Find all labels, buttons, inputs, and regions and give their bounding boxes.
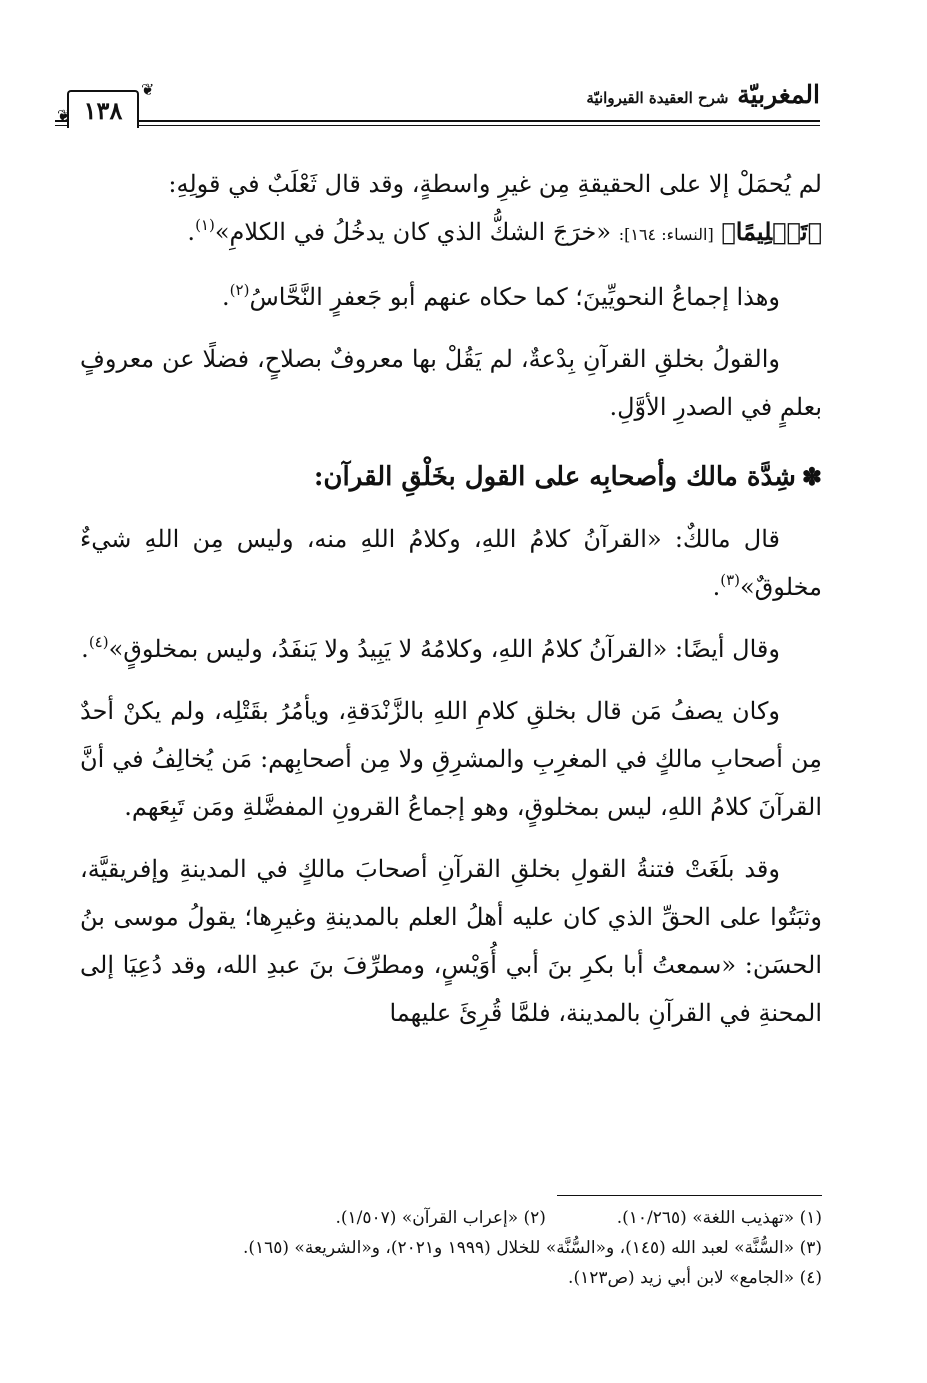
heading-ornament-icon: ✽ xyxy=(801,462,822,491)
verse-reference: [النساء: ١٦٤]: xyxy=(618,225,714,244)
paragraph-text: والقولُ بخلقِ القرآنِ بِدْعةٌ، لم يَقُلْ بها معروفٌ بصلاحٍ، فضلًا عن معروفٍ بعلمٍ في الصدرِ الأوَّلِ. xyxy=(80,345,822,421)
footnote-separator xyxy=(557,1195,822,1196)
paragraph: وقال أيضًا: «القرآنُ كلامُ اللهِ، وكلامُهُ لا يَبِيدُ ولا يَنفَدُ، وليس بمخلوقٍ»$^{(٤)}$. xyxy=(81,633,780,663)
section-heading xyxy=(80,453,822,501)
paragraph: قال مالكٌ: «القرآنُ كلامُ اللهِ، وكلامُ اللهِ منه، وليس مِن اللهِ شيءٌ مخلوقٌ»$^{(٣)}$. xyxy=(80,525,822,601)
footnote-4: (٤) «الجامع» لابن أبي زيد (ص١٢٣). xyxy=(568,1268,822,1288)
header-rule xyxy=(55,120,820,122)
paragraph-text: وقد بلَغَتْ فتنةُ القولِ بخلقِ القرآنِ أصحابَ مالكٍ في المدينةِ وإفريقيَّة، وثبَتُوا على الحقِّ الذي كان عليه أهلُ العلم بالمدينةِ وغيرِها؛ يقولُ موسى بنُ الحسَن: «سمعتُ أبا بكرِ بنَ أبي أُوَيْسٍ، ومطرِّفَ بنَ عبدِ الله، وقد دُعِيَا إلى المحنةِ في القرآنِ بالمدينة، فلمَّا قُرِئَ عليهما xyxy=(80,855,822,1027)
ornament-icon: ❦ xyxy=(141,80,155,99)
footnote-marker[interactable]: (٣) xyxy=(720,571,740,589)
ornament-icon: ❦ xyxy=(57,106,71,125)
book-title: المغربيّة xyxy=(737,80,820,109)
book-subtitle: شرح العقيدة القيروانيّة xyxy=(586,89,729,107)
paragraph: وهذا إجماعُ النحويِّينَ؛ كما حكاه عنهم أبو جَعفرٍ النَّحَّاسُ$^{(٢)}$. xyxy=(222,281,780,311)
paragraph-text: وهذا إجماعُ النحويِّينَ؛ كما حكاه عنهم أبو جَعفرٍ النَّحَّاسُ xyxy=(249,283,780,311)
paragraph-text: قال مالكٌ: «القرآنُ كلامُ اللهِ، وكلامُ اللهِ منه، وليس مِن اللهِ شيءٌ مخلوقٌ» xyxy=(80,525,822,601)
paragraph-text: «خرَجَ الشكُّ الذي كان يدخُلُ في الكلامِ» xyxy=(214,218,612,246)
footnotes xyxy=(102,1203,822,1293)
paragraph-text: لم يُحمَلْ إلا على الحقيقةِ مِن غيرِ واسطةٍ، وقد قال ثَعْلَبٌ في قولِهِ: xyxy=(168,170,822,198)
body-text xyxy=(80,160,822,1037)
footnote-marker[interactable]: (٤) xyxy=(88,633,109,651)
quran-verse: ﴿تَكۡلِيمًا﴾ xyxy=(721,217,822,246)
paragraph: لم يُحمَلْ إلا على الحقيقةِ مِن غيرِ واسطةٍ، وقد قال ثَعْلَبٌ في قولِهِ: ﴿تَكۡلِيمًا﴾ [النساء: ١٦٤]: «خرَجَ الشكُّ الذي كان يدخُلُ في الكلامِ»$^{(١)}$. xyxy=(168,170,822,246)
paragraph-text: وقال أيضًا: «القرآنُ كلامُ اللهِ، وكلامُهُ لا يَبِيدُ ولا يَنفَدُ، وليس بمخلوقٍ» xyxy=(108,635,780,663)
footnote-line xyxy=(102,1233,822,1263)
running-title xyxy=(580,80,820,109)
footnote-marker[interactable]: (٢) xyxy=(229,281,250,299)
header-rule-thin xyxy=(55,125,820,126)
paragraph xyxy=(80,687,822,831)
footnote-marker[interactable]: (١) xyxy=(195,216,215,234)
running-header xyxy=(55,78,820,138)
paragraph xyxy=(80,845,822,1037)
footnote-line xyxy=(102,1263,822,1293)
footnote-2: (٢) «إعراب القرآن» (١/٥٠٧). xyxy=(335,1208,546,1228)
heading-text: شِدَّة مالك وأصحابِه على القول بخَلْقِ القرآن: xyxy=(313,462,796,492)
footnote-line xyxy=(102,1203,822,1233)
footnote-3: (٣) «السُّنَّة» لعبد الله (١٤٥)، و«السُّنَّة» للخلال (١٩٩٩ و٢٠٢١)، و«الشريعة» (١٦٥). xyxy=(242,1238,822,1258)
footnote-1: (١) «تهذيب اللغة» (١٠/٢٦٥). xyxy=(616,1208,822,1228)
paragraph xyxy=(80,335,822,431)
paragraph-text: وكان يصفُ مَن قال بخلقِ كلامِ اللهِ بالزَّنْدَقةِ، ويأمُرُ بقَتْلِه، ولم يكنْ أحدٌ مِن أصحابِ مالكٍ في المغرِبِ والمشرِقِ ولا مِن أصحابِهم: مَن يُخالِفُ في أنَّ القرآنَ كلامُ اللهِ، ليس بمخلوقٍ، وهو إجماعُ القرونِ المفضَّلةِ ومَن تَبِعَهم. xyxy=(80,697,822,821)
page-number: ١٣٨ xyxy=(67,90,139,128)
